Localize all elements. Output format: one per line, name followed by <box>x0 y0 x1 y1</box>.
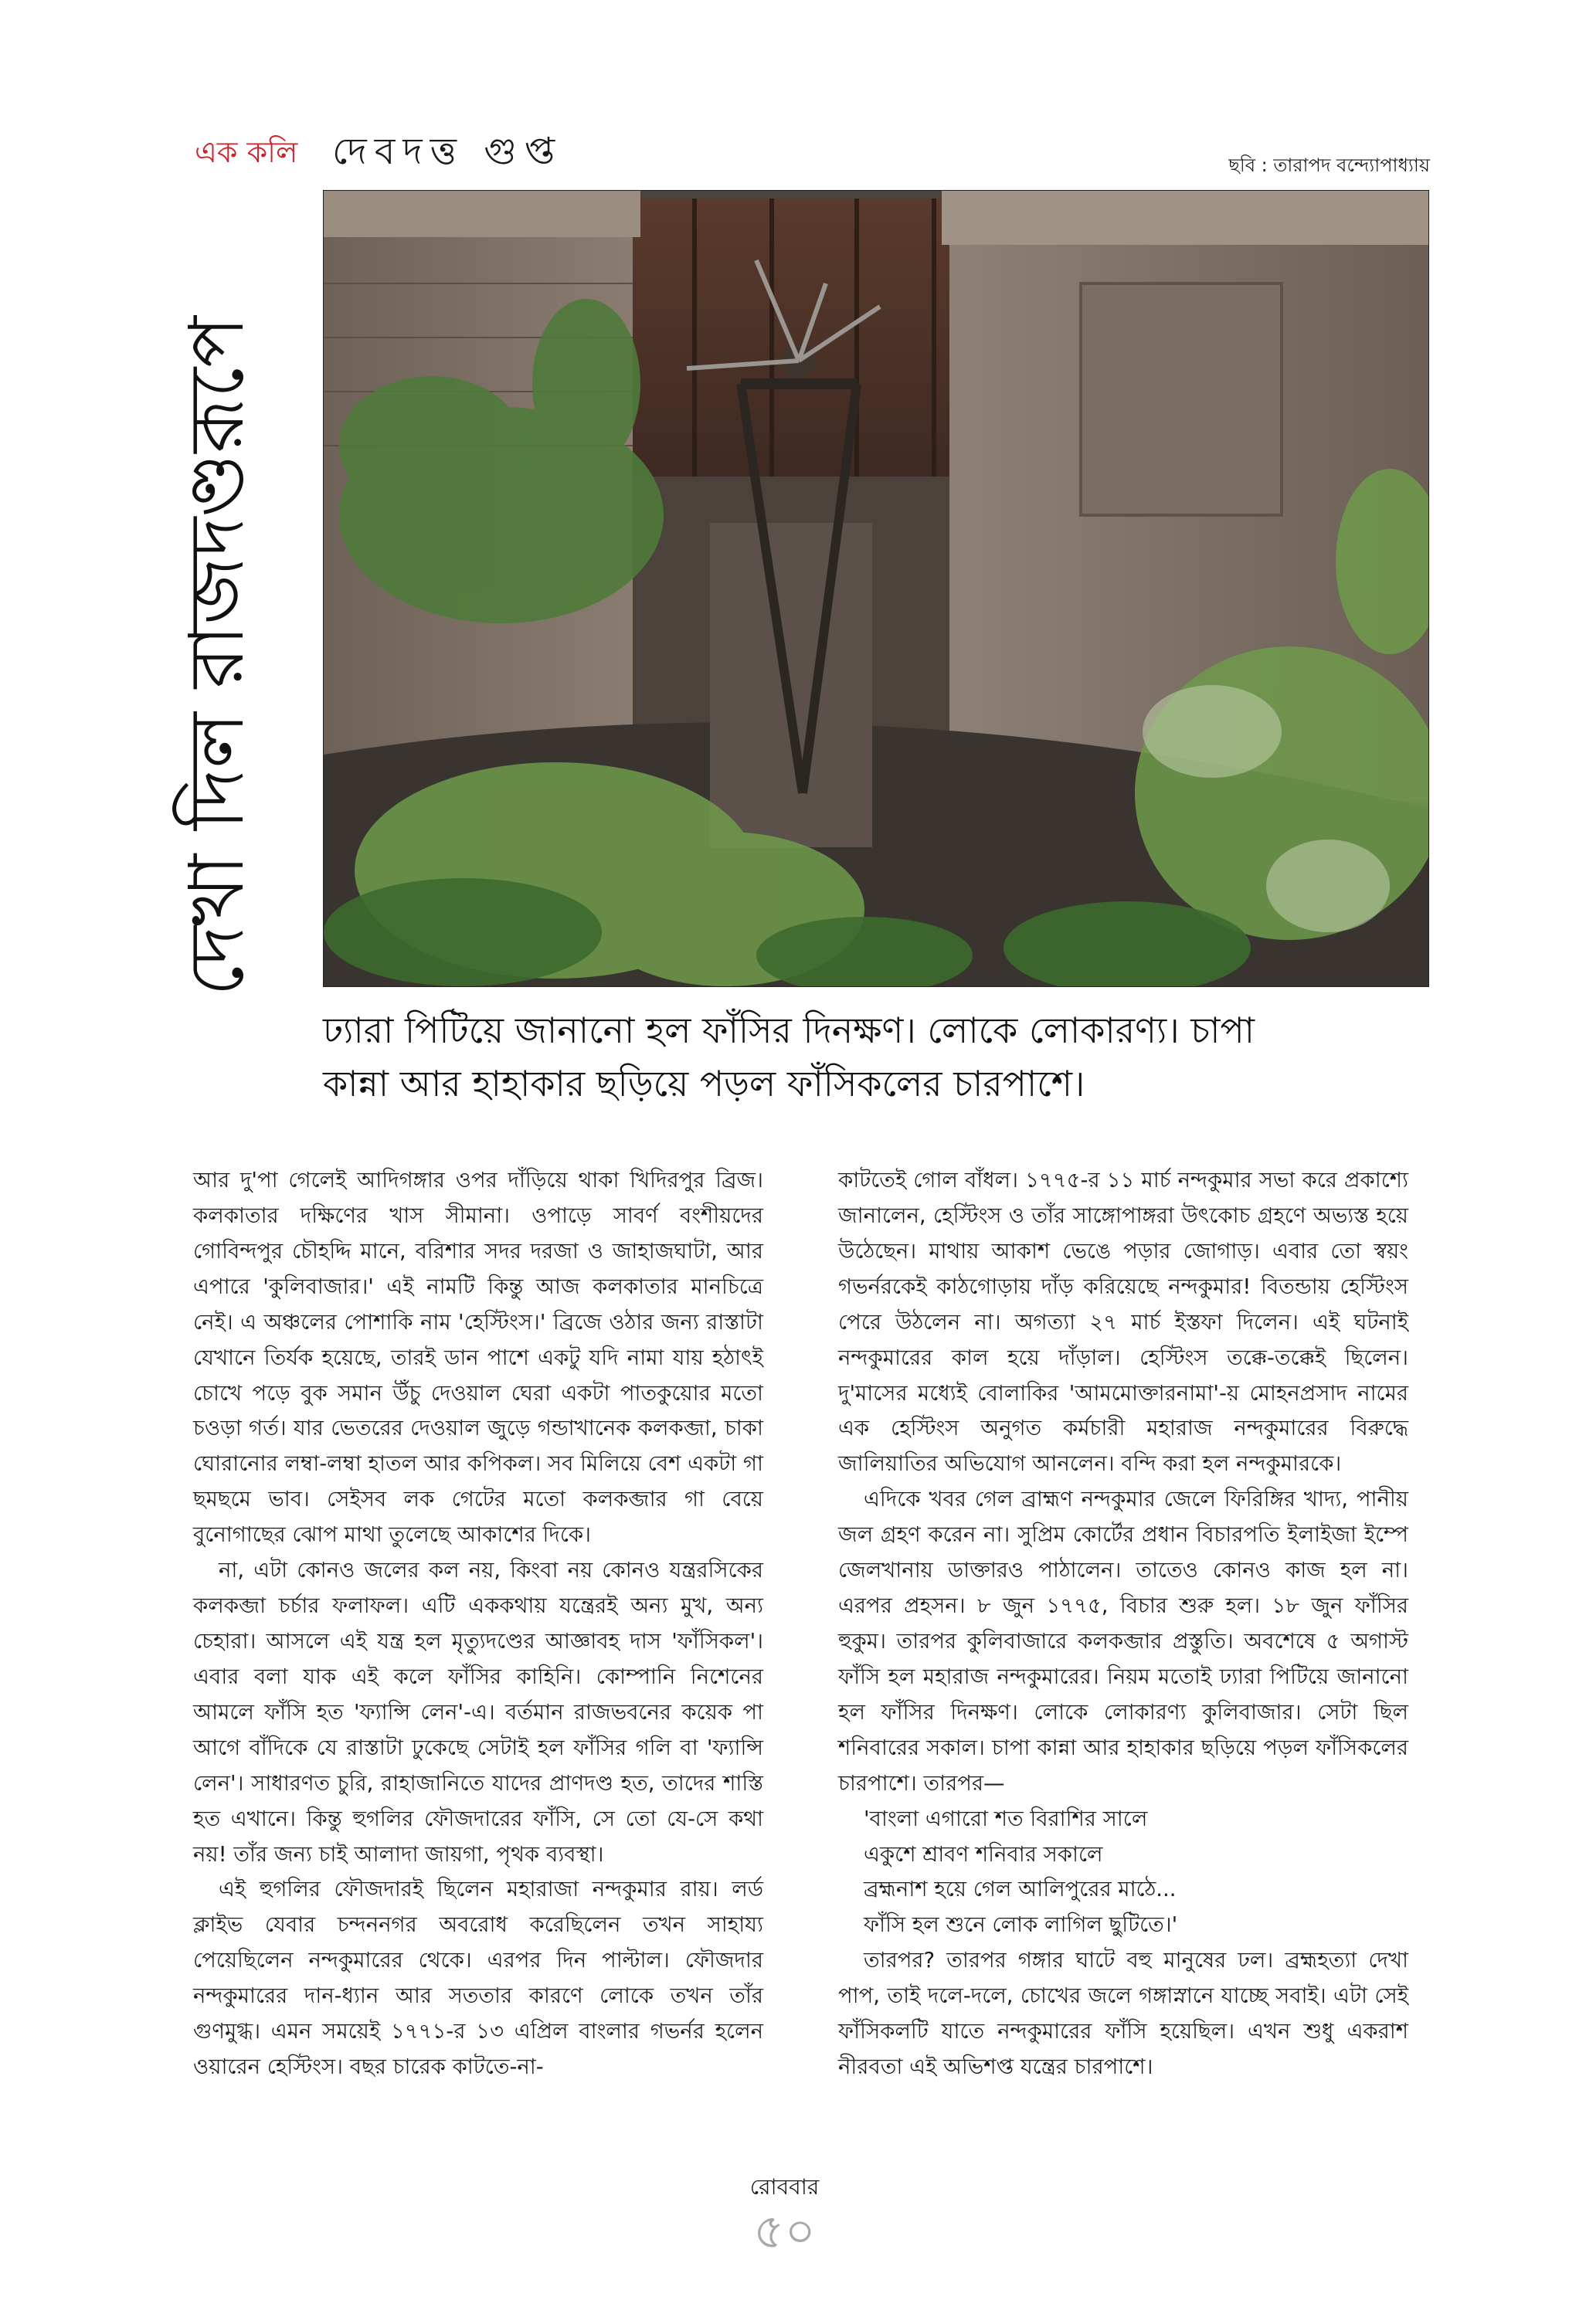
verse-line: 'বাংলা এগারো শত বিরাশির সালে <box>864 1806 1148 1831</box>
series-label: এক কলি <box>195 135 298 169</box>
verse-line: ফাঁসি হল শুনে লোক লাগিল ছুটিতে।' <box>864 1912 1178 1938</box>
paragraph: এদিকে খবর গেল ব্রাহ্মণ নন্দকুমার জেলে ফিরিঙ্গির খাদ্য, পানীয় জল গ্রহণ করেন না। সুপ্রিম কোর্টের প্রধান বিচারপতি ইলাইজা ইম্পে জেলখানায় ডাক্তারও পাঠালেন। তাতেও কোনও কাজ হল না। এরপর প্রহসন। ৮ জুন ১৭৭৫, বিচার শুরু হল। ১৮ জুন ফাঁসির হুকুম। তারপর কুলিবাজারে কলকব্জার প্রস্তুতি। অবশেষে ৫ অগাস্ট ফাঁসি হল মহারাজ নন্দকুমারের। নিয়ম মতোই ঢ্যারা পিটিয়ে জানানো হল ফাঁসির দিনক্ষণ। লোকে লোকারণ্য কুলিবাজার। সেটা ছিল শনিবারের সকাল। চাপা কান্না আর হাহাকার ছড়িয়ে পড়ল ফাঁসিকলের চারপাশে। তারপর— <box>838 1487 1408 1796</box>
standfirst-line-1: ঢ্যারা পিটিয়ে জানানো হল ফাঁসির দিনক্ষণ। লোকে লোকারণ্য। চাপা <box>323 1009 1255 1051</box>
author-name: দেবদত্ত গুপ্ত <box>332 130 563 173</box>
paragraph: আর দু'পা গেলেই আদিগঙ্গার ওপর দাঁড়িয়ে থাকা খিদিরপুর ব্রিজ। কলকাতার দক্ষিণের খাস সীমানা। ওপাড়ে সাবর্ণ বংশীয়দের গোবিন্দপুর চৌহদ্দি মানে, বরিশার সদর দরজা ও জাহাজঘাটা, আর এপারে 'কুলিবাজার।' এই নামটি কিন্তু আজ কলকাতার মানচিত্রে নেই। এ অঞ্চলের পোশাকি নাম 'হেস্টিংস।' ব্রিজে ওঠার জন্য রাস্তাটা যেখানে তির্যক হয়েছে, তারই ডান পাশে একটু যদি নামা যায় হঠাৎই চোখে পড়ে বুক সমান উঁচু দেওয়াল ঘেরা একটা পাতকুয়োর মতো চওড়া গর্ত। যার ভেতরের দেওয়াল জুড়ে গন্ডাখানেক কলকব্জা, চাকা ঘোরানোর লম্বা-লম্বা হাতল আর কপিকল। সব মিলিয়ে বেশ একটা গা ছমছমে ভাব। সেইসব লক গেটের মতো কলকব্জার গা বেয়ে বুনোগাছের ঝোপ মাথা তুলেছে আকাশের দিকে। <box>193 1168 763 1548</box>
gallows-photo <box>323 190 1429 987</box>
verse-line: একুশে শ্রাবণ শনিবার সকালে <box>864 1841 1103 1867</box>
verse-line: ব্রহ্মনাশ হয়ে গেল আলিপুরের মাঠে... <box>864 1877 1177 1902</box>
page-number: ৫০ <box>753 2203 816 2259</box>
photo-illustration <box>324 191 1428 986</box>
paragraph: না, এটা কোনও জলের কল নয়, কিংবা নয় কোনও যন্ত্ররসিকের কলকব্জা চর্চার ফলাফল। এটি এককথায় যন্ত্রেরই অন্য মুখ, অন্য চেহারা। আসলে এই যন্ত্র হল মৃত্যুদণ্ডের আজ্ঞাবহ দাস 'ফাঁসিকল'। এবার বলা যাক এই কলে ফাঁসির কাহিনি। কোম্পানি নিশেনের আমলে ফাঁসি হত 'ফ্যান্সি লেন'-এ। বর্তমান রাজভবনের কয়েক পা আগে বাঁদিকে যে রাস্তাটা ঢুকেছে সেটাই হল ফাঁসির গলি বা 'ফ্যান্সি লেন'। সাধারণত চুরি, রাহাজানিতে যাদের প্রাণদণ্ড হত, তাদের শাস্তি হত এখানে। কিন্তু হুগলির ফৌজদারের ফাঁসি, সে তো যে-সে কথা নয়! তাঁর জন্য চাই আলাদা জায়গা, পৃথক ব্যবস্থা। <box>193 1558 763 1867</box>
standfirst-line-2: কান্না আর হাহাকার ছড়িয়ে পড়ল ফাঁসিকলের চারপাশে। <box>323 1063 1085 1104</box>
photo-credit: ছবি : তারাপদ বন্দ্যোপাধ্যায় <box>1228 154 1430 176</box>
paragraph: তারপর? তারপর গঙ্গার ঘাটে বহু মানুষের ঢল। ব্রহ্মহত্যা দেখা পাপ, তাই দলে-দলে, চোখের জলে গঙ্গাস্নানে যাচ্ছে সবাই। এটা সেই ফাঁসিকলটি যাতে নন্দকুমারের ফাঁসি হয়েছিল। এখন শুধু একরাশ নীরবতা এই অভিশপ্ত যন্ত্রের চারপাশে। <box>838 1948 1408 2080</box>
paragraph: এই হুগলির ফৌজদারই ছিলেন মহারাজা নন্দকুমার রায়। লর্ড ক্লাইভ যেবার চন্দননগর অবরোধ করেছিলেন তখন সাহায্য পেয়েছিলেন নন্দকুমারের থেকে। এরপর দিন পাল্টাল। ফৌজদার নন্দকুমারের দান-ধ্যান আর সততার কারণে লোকে তখন তাঁর গুণমুগ্ধ। এমন সময়েই ১৭৭১-র ১৩ এপ্রিল বাংলার গভর্নর হলেন ওয়ারেন হেস্টিংস। বছর চারেক কাটতে-না- <box>193 1877 763 2080</box>
standfirst <box>323 1004 1428 1111</box>
article-title: দেখা দিল রাজদণ্ডরূপে <box>173 316 261 996</box>
magazine-name: রোববার <box>749 2174 820 2200</box>
paragraph: কাটতেই গোল বাঁধল। ১৭৭৫-র ১১ মার্চ নন্দকুমার সভা করে প্রকাশ্যে জানালেন, হেস্টিংস ও তাঁর সাঙ্গোপাঙ্গরা উৎকোচ গ্রহণে অভ্যস্ত হয়ে উঠেছেন। মাথায় আকাশ ভেঙে পড়ার জোগাড়। এবার তো স্বয়ং গভর্নরকেই কাঠগোড়ায় দাঁড় করিয়েছে নন্দকুমার! বিতন্ডায় হেস্টিংস পেরে উঠলেন না। অগত্যা ২৭ মার্চ ইস্তফা দিলেন। এই ঘটনাই নন্দকুমারের কাল হয়ে দাঁড়াল। হেস্টিংস তক্কে-তক্কেই ছিলেন। দু'মাসের মধ্যেই বোলাকির 'আমমোক্তারনামা'-য় মোহনপ্রসাদ নামের এক হেস্টিংস অনুগত কর্মচারী মহারাজ নন্দকুমারের বিরুদ্ধে জালিয়াতির অভিযোগ আনলেন। বন্দি করা হল নন্দকুমারকে। <box>838 1168 1408 1477</box>
body-column-right <box>838 1163 1408 2085</box>
body-column-left <box>193 1163 763 2085</box>
